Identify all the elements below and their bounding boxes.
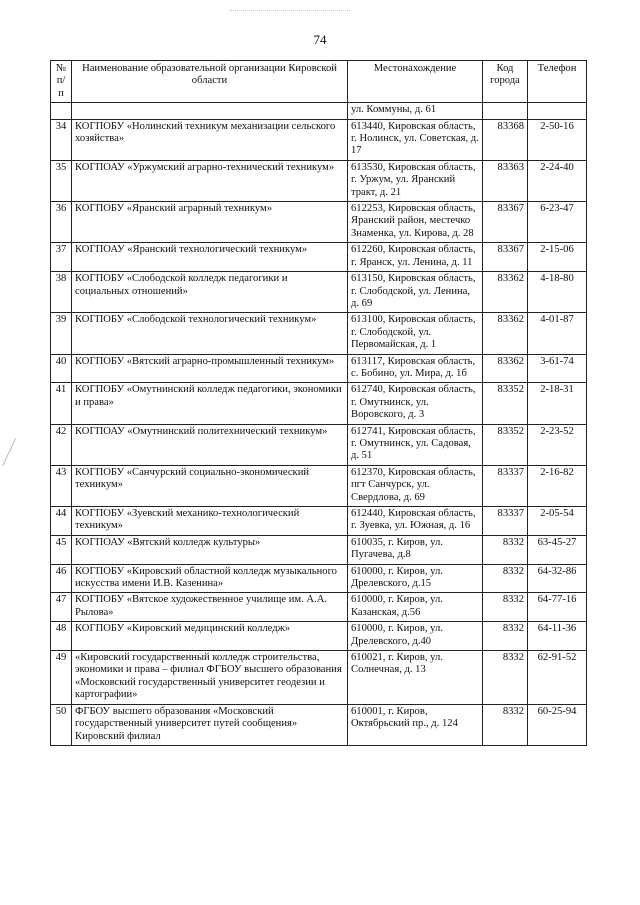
row-code: 8332	[483, 593, 528, 622]
row-num: 35	[51, 160, 72, 201]
row-num: 40	[51, 354, 72, 383]
row-location: 610000, г. Киров, ул. Дрелевского, д.15	[348, 564, 483, 593]
table-row	[51, 704, 587, 745]
table-row	[51, 160, 587, 201]
table-row	[51, 354, 587, 383]
row-phone: 4-01-87	[528, 313, 587, 354]
row-location: 610035, г. Киров, ул. Пугачева, д.8	[348, 535, 483, 564]
row-code: 8332	[483, 622, 528, 651]
row-num: 36	[51, 202, 72, 243]
table-row	[51, 202, 587, 243]
row-phone: 62-91-52	[528, 651, 587, 705]
row-name: КОГПОБУ «Яранский аграрный техникум»	[72, 202, 348, 243]
row-name: КОГПОАУ «Уржумский аграрно-технический техникум»	[72, 160, 348, 201]
header-location: Местонахождение	[348, 61, 483, 103]
row-location: 610000, г. Киров, ул. Дрелевского, д.40	[348, 622, 483, 651]
row-code: 83337	[483, 507, 528, 536]
row-location: 612260, Кировская область, г. Яранск, ул. Ленина, д. 11	[348, 243, 483, 272]
row-num: 37	[51, 243, 72, 272]
row-location: 612741, Кировская область, г. Омутнинск, ул. Садовая, д. 51	[348, 424, 483, 465]
row-phone: 4-18-80	[528, 272, 587, 313]
row-name: КОГПОАУ «Яранский технологический техникум»	[72, 243, 348, 272]
row-name: КОГПОБУ «Вятское художественное училище им. А.А. Рылова»	[72, 593, 348, 622]
header-num: № п/п	[51, 61, 72, 103]
row-code: 83367	[483, 243, 528, 272]
row-location: 610000, г. Киров, ул. Казанская, д.56	[348, 593, 483, 622]
table-row	[51, 119, 587, 160]
row-phone: 64-11-36	[528, 622, 587, 651]
header-code: Код города	[483, 61, 528, 103]
row-location: 612370, Кировская область, пгт Санчурск, ул. Свердлова, д. 69	[348, 465, 483, 506]
row-location: 612253, Кировская область, Яранский район, местечко Знаменка, ул. Кирова, д. 28	[348, 202, 483, 243]
row-name: КОГПОБУ «Санчурский социально-экономический техникум»	[72, 465, 348, 506]
row-phone: 2-23-52	[528, 424, 587, 465]
row-num: 39	[51, 313, 72, 354]
row-num: 46	[51, 564, 72, 593]
row-code: 83368	[483, 119, 528, 160]
header-name: Наименование образовательной организации Кировской области	[72, 61, 348, 103]
row-name: КОГПОБУ «Вятский аграрно-промышленный техникум»	[72, 354, 348, 383]
row-phone: 60-25-94	[528, 704, 587, 745]
row-code: 83352	[483, 424, 528, 465]
row-code: 8332	[483, 651, 528, 705]
row-code: 8332	[483, 535, 528, 564]
row-phone: 64-77-16	[528, 593, 587, 622]
row-location: 610001, г. Киров, Октябрьский пр., д. 124	[348, 704, 483, 745]
row-location: 612440, Кировская область, г. Зуевка, ул. Южная, д. 16	[348, 507, 483, 536]
row-location: 613117, Кировская область, с. Бобино, ул. Мира, д. 1б	[348, 354, 483, 383]
row-code: 8332	[483, 564, 528, 593]
row-name: КОГПОБУ «Нолинский техникум механизации сельского хозяйства»	[72, 119, 348, 160]
row-location: 613100, Кировская область, г. Слободской, ул. Первомайская, д. 1	[348, 313, 483, 354]
row-phone: 2-15-06	[528, 243, 587, 272]
row-code: 83362	[483, 313, 528, 354]
row-name: КОГПОБУ «Омутнинский колледж педагогики, экономики и права»	[72, 383, 348, 424]
row-name: КОГПОБУ «Слободской колледж педагогики и социальных отношений»	[72, 272, 348, 313]
row-location: 613150, Кировская область, г. Слободской, ул. Ленина, д. 69	[348, 272, 483, 313]
row-num: 50	[51, 704, 72, 745]
table-row	[51, 564, 587, 593]
row-name: КОГПОАУ «Омутнинский политехнический техникум»	[72, 424, 348, 465]
row-location: 613440, Кировская область, г. Нолинск, ул. Советская, д. 17	[348, 119, 483, 160]
row-code: 83362	[483, 272, 528, 313]
row-phone: 2-16-82	[528, 465, 587, 506]
table-row	[51, 507, 587, 536]
row-phone: 2-50-16	[528, 119, 587, 160]
row-num: 48	[51, 622, 72, 651]
row-phone: 6-23-47	[528, 202, 587, 243]
row-name: КОГПОБУ «Слободской технологический техникум»	[72, 313, 348, 354]
row-num: 38	[51, 272, 72, 313]
scan-artifact	[2, 438, 28, 472]
row-num: 41	[51, 383, 72, 424]
row-num: 34	[51, 119, 72, 160]
row-phone: 2-24-40	[528, 160, 587, 201]
page-number: 74	[313, 32, 327, 47]
row-phone: 2-05-54	[528, 507, 587, 536]
row-num: 49	[51, 651, 72, 705]
row-code: 8332	[483, 704, 528, 745]
continuation-row	[51, 103, 587, 119]
row-name: КОГПОБУ «Зуевский механико-технологический техникум»	[72, 507, 348, 536]
row-name: КОГПОБУ «Кировский медицинский колледж»	[72, 622, 348, 651]
row-name: ФГБОУ высшего образования «Московский государственный университет путей сообщения» Кировский филиал	[72, 704, 348, 745]
table-row	[51, 651, 587, 705]
row-num: 42	[51, 424, 72, 465]
row-code: 83362	[483, 354, 528, 383]
table-header-row	[51, 61, 587, 103]
row-location: 610021, г. Киров, ул. Солнечная, д. 13	[348, 651, 483, 705]
row-phone: 3-61-74	[528, 354, 587, 383]
row-code: 83352	[483, 383, 528, 424]
row-num: 44	[51, 507, 72, 536]
row-code: 83337	[483, 465, 528, 506]
table-row	[51, 622, 587, 651]
institutions-table	[50, 60, 587, 746]
table-row	[51, 243, 587, 272]
row-num: 45	[51, 535, 72, 564]
row-name: КОГПОАУ «Вятский колледж культуры»	[72, 535, 348, 564]
row-location: 613530, Кировская область, г. Уржум, ул. Яранский тракт, д. 21	[348, 160, 483, 201]
header-phone: Телефон	[528, 61, 587, 103]
row-code: 83363	[483, 160, 528, 201]
table-row	[51, 593, 587, 622]
table-row	[51, 465, 587, 506]
table-row	[51, 535, 587, 564]
row-phone: 63-45-27	[528, 535, 587, 564]
row-phone: 64-32-86	[528, 564, 587, 593]
row-name: КОГПОБУ «Кировский областной колледж музыкального искусства имени И.В. Казенина»	[72, 564, 348, 593]
continuation-location: ул. Коммуны, д. 61	[348, 103, 483, 119]
row-name: «Кировский государственный колледж строительства, экономики и права – филиал ФГБОУ высшего образования «Московский государственный университет геодезии и картографии»	[72, 651, 348, 705]
table-row	[51, 313, 587, 354]
row-code: 83367	[483, 202, 528, 243]
table-row	[51, 424, 587, 465]
row-num: 47	[51, 593, 72, 622]
row-location: 612740, Кировская область, г. Омутнинск, ул. Воровского, д. 3	[348, 383, 483, 424]
row-num: 43	[51, 465, 72, 506]
table-row	[51, 272, 587, 313]
table-row	[51, 383, 587, 424]
scan-artifact	[230, 10, 350, 17]
row-phone: 2-18-31	[528, 383, 587, 424]
